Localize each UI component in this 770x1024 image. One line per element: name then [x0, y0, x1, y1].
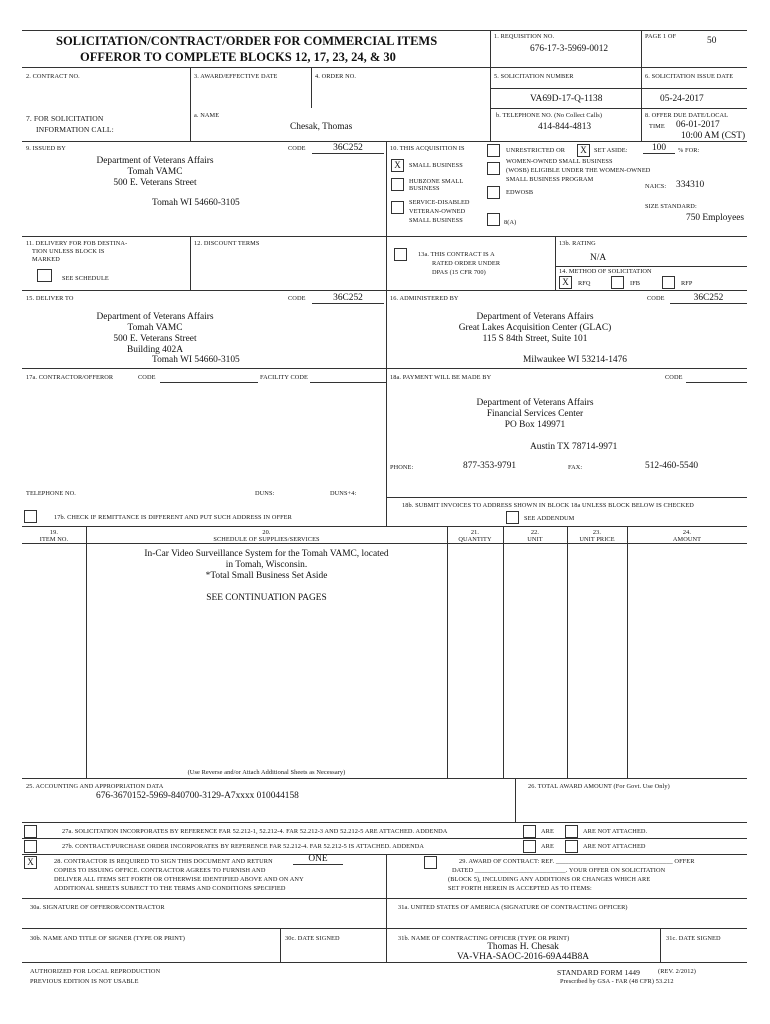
administered-by-line-3: 115 S 84th Street, Suite 101	[482, 334, 588, 344]
28-checkbox[interactable]: X	[24, 856, 37, 869]
addendum-checkbox[interactable]	[506, 511, 519, 524]
issued-by-label: 9. ISSUED BY	[26, 145, 66, 152]
offeror-signature-label: 30a. SIGNATURE OF OFFEROR/CONTRACTOR	[30, 904, 165, 911]
standard-form: STANDARD FORM 1449	[557, 968, 641, 977]
co-date-signed-label: 31c. DATE SIGNED	[666, 935, 721, 942]
administered-by-label: 16. ADMINISTERED BY	[390, 295, 459, 302]
name-label: a. NAME	[194, 112, 220, 119]
page-label: PAGE 1 OF	[645, 33, 677, 40]
deliver-to-line-2: Tomah VAMC	[127, 323, 183, 333]
fob-label: 11. DELIVERY FOR FOB DESTINA-	[26, 240, 128, 247]
deliver-to-code[interactable]: 36C252	[312, 293, 384, 304]
unrestricted-label: UNRESTRICTED OR	[506, 147, 566, 154]
fax-label: FAX:	[568, 464, 583, 471]
payment-code-label: CODE	[665, 374, 683, 381]
27a-arenot-checkbox[interactable]	[565, 825, 578, 838]
27b-arenot-checkbox[interactable]	[565, 840, 578, 853]
deliver-to-label: 15. DELIVER TO	[26, 295, 74, 302]
rfp-label: RFP	[681, 280, 693, 287]
discount-terms-label: 12. DISCOUNT TERMS	[194, 240, 260, 247]
solicitation-number-label: 5. SOLICITATION NUMBER	[494, 73, 574, 80]
facility-code-label: FACILITY CODE	[260, 374, 308, 381]
28-label-4: ADDITIONAL SHEETS SUBJECT TO THE TERMS AND CONDITIONS SPECIFIED	[54, 885, 286, 892]
solicitation-info-label-2: INFORMATION CALL:	[36, 125, 114, 134]
remittance-label: 17b. CHECK IF REMITTANCE IS DIFFERENT AND PUT SUCH ADDRESS IN OFFER	[54, 514, 292, 521]
payment-label: 18a. PAYMENT WILL BE MADE BY	[390, 374, 492, 381]
rated-order-label-3: DPAS (15 CFR 700)	[432, 269, 486, 276]
ifb-label: IFB	[630, 280, 641, 287]
telephone-label: b. TELEPHONE NO. (No Collect Calls)	[496, 112, 603, 119]
small-business-checkbox[interactable]: X	[391, 159, 404, 172]
method-label: 14. METHOD OF SOLICITATION	[559, 268, 652, 275]
sdvosb-checkbox[interactable]	[391, 201, 404, 214]
rfp-checkbox[interactable]	[662, 276, 675, 289]
deliver-to-line-1: Department of Veterans Affairs	[96, 312, 214, 322]
set-aside-checkbox[interactable]: X	[577, 144, 590, 157]
offer-due-time[interactable]: 10:00 AM (CST)	[681, 131, 746, 141]
contact-name[interactable]: Chesak, Thomas	[290, 122, 353, 132]
size-standard[interactable]: 750 Employees	[686, 213, 745, 223]
continuation-note: SEE CONTINUATION PAGES	[206, 593, 327, 603]
requisition-number[interactable]: 676-17-3-5969-0012	[530, 44, 609, 54]
duns-label: DUNS:	[255, 490, 275, 497]
issued-by-line-1: Department of Veterans Affairs	[96, 156, 214, 166]
footer-authorized: AUTHORIZED FOR LOCAL REPRODUCTION	[30, 968, 161, 975]
contractor-label: 17a. CONTRACTOR/OFFEROR	[26, 374, 114, 381]
rated-order-checkbox[interactable]	[394, 248, 407, 261]
offer-due-date[interactable]: 06-01-2017	[676, 120, 720, 130]
27b-label: 27b. CONTRACT/PURCHASE ORDER INCORPORATES BY REFERENCE FAR 52.212-4. FAR 52.212-5 IS ATTACHED. ADDENDA	[62, 843, 425, 850]
phone-label: PHONE:	[390, 464, 414, 471]
unrestricted-checkbox[interactable]	[487, 144, 500, 157]
hubzone-checkbox[interactable]	[391, 178, 404, 191]
solicitation-info-label: 7. FOR SOLICITATION	[26, 114, 104, 123]
issued-by-line-3: 500 E. Veterans Street	[113, 178, 197, 188]
submit-invoices-label: 18b. SUBMIT INVOICES TO ADDRESS SHOWN IN BLOCK 18a UNLESS BLOCK BELOW IS CHECKED	[402, 502, 694, 509]
issued-by-code-label: CODE	[288, 145, 306, 152]
small-business-label: SMALL BUSINESS	[409, 162, 463, 169]
27a-are-checkbox[interactable]	[523, 825, 536, 838]
29-label-4: SET FORTH HEREIN IS ACCEPTED AS TO ITEMS:	[448, 885, 592, 892]
schedule-line-3: *Total Small Business Set Aside	[205, 571, 328, 581]
8a-label: 8(A)	[504, 219, 517, 226]
administered-by-line-1: Department of Veterans Affairs	[476, 312, 594, 322]
wosb-label-3: SMALL BUSINESS PROGRAM	[506, 176, 594, 183]
8a-checkbox[interactable]	[487, 213, 500, 226]
set-aside-percent[interactable]: 100	[643, 143, 675, 154]
issued-by-line-4: Tomah WI 54660-3105	[152, 198, 240, 208]
wosb-label: WOMEN-OWNED SMALL BUSINESS	[506, 158, 613, 165]
29-checkbox[interactable]	[424, 856, 437, 869]
form-subtitle: OFFEROR TO COMPLETE BLOCKS 12, 17, 23, 24, & 30	[80, 50, 396, 64]
schedule-line-1: In-Car Video Surveillance System for the Tomah VAMC, located	[144, 549, 389, 559]
acquisition-label: 10. THIS ACQUISITION IS	[390, 145, 465, 152]
size-standard-label: SIZE STANDARD:	[645, 203, 697, 210]
29-label: 29. AWARD OF CONTRACT: REF. ____________________________________ OFFER	[459, 858, 695, 865]
col-quantity: 21. QUANTITY	[458, 529, 492, 543]
27a-label: 27a. SOLICITATION INCORPORATES BY REFERENCE FAR 52.212-1, 52.212-4. FAR 52.212-3 AND 52.212-5 ARE ATTACHED. ADDENDA	[62, 828, 448, 835]
payment-line-4: Austin TX 78714-9971	[530, 442, 618, 452]
wosb-checkbox[interactable]	[487, 162, 500, 175]
payment-line-3: PO Box 149971	[504, 420, 566, 430]
form-title: SOLICITATION/CONTRACT/ORDER FOR COMMERCIAL ITEMS	[56, 34, 438, 48]
remittance-checkbox[interactable]	[24, 510, 37, 523]
rated-order-label-2: RATED ORDER UNDER	[432, 260, 501, 267]
schedule-line-2: in Tomah, Wisconsin.	[225, 560, 308, 570]
28-label-3: DELIVER ALL ITEMS SET FORTH OR OTHERWISE IDENTIFIED ABOVE AND ON ANY	[54, 876, 304, 883]
accounting-data[interactable]: 676-3670152-5969-840700-3129-A7xxxx 010044158	[96, 791, 299, 801]
col-unit-price: 23. UNIT PRICE	[579, 529, 615, 543]
reverse-note: (Use Reverse and/or Attach Additional Sheets as Necessary)	[187, 769, 346, 776]
rating-value[interactable]: N/A	[590, 253, 607, 263]
rfq-checkbox[interactable]: X	[559, 276, 572, 289]
see-schedule-label: SEE SCHEDULE	[62, 275, 109, 282]
administered-by-line-2: Great Lakes Acquisition Center (GLAC)	[458, 323, 612, 333]
payment-line-1: Department of Veterans Affairs	[476, 398, 594, 408]
deliver-to-line-4: Building 402A	[127, 345, 183, 355]
sdvosb-label: SERVICE-DISABLED	[409, 199, 470, 206]
percent-for-label: % FOR:	[678, 147, 700, 154]
hubzone-label: HUBZONE SMALL	[409, 178, 464, 185]
contracting-officer-name[interactable]: Thomas H. Chesak	[487, 942, 559, 952]
27a-arenot-label: ARE NOT ATTACHED.	[583, 828, 648, 835]
28-copies[interactable]: ONE	[293, 854, 343, 865]
edwosb-checkbox[interactable]	[487, 186, 500, 199]
time-label: TIME	[649, 123, 665, 130]
28-label-2: COPIES TO ISSUING OFFICE. CONTRACTOR AGREES TO FURNISH AND	[54, 867, 266, 874]
rating-label: 13b. RATING	[559, 240, 596, 247]
ifb-checkbox[interactable]	[611, 276, 624, 289]
29-label-3: (BLOCK 5), INCLUDING ANY ADDITIONS OR CHANGES WHICH ARE	[448, 876, 651, 883]
telephone-no-label: TELEPHONE NO.	[26, 490, 76, 497]
fob-label-3: MARKED	[32, 256, 60, 263]
award-date-label: 3. AWARD/EFFECTIVE DATE	[194, 73, 278, 80]
administered-by-line-4: Milwaukee WI 53214-1476	[523, 355, 627, 365]
col-item-no: 19. ITEM NO.	[39, 529, 69, 543]
27a-checkbox[interactable]	[24, 825, 37, 838]
rfq-label: RFQ	[578, 280, 591, 287]
duns4-label: DUNS+4:	[330, 490, 357, 497]
27b-are-label: ARE	[541, 843, 554, 850]
contractor-code-label: CODE	[138, 374, 156, 381]
sdvosb-label-3: SMALL BUSINESS	[409, 217, 463, 224]
edwosb-label: EDWOSB	[506, 189, 534, 196]
sdvosb-label-2: VETERAN-OWNED	[409, 208, 466, 215]
issue-date-label: 6. SOLICITATION ISSUE DATE	[645, 73, 734, 80]
set-aside-label: SET ASIDE:	[594, 147, 628, 154]
signer-name-label: 30b. NAME AND TITLE OF SIGNER (TYPE OR PRINT)	[30, 935, 185, 942]
hubzone-label-2: BUSINESS	[409, 185, 440, 192]
deliver-to-line-5: Tomah WI 54660-3105	[152, 355, 240, 365]
order-no-label: 4. ORDER NO.	[315, 73, 357, 80]
payment-line-2: Financial Services Center	[486, 409, 584, 419]
contact-phone[interactable]: 414-844-4813	[538, 122, 592, 132]
contract-no-label: 2. CONTRACT NO.	[26, 73, 80, 80]
contracting-officer-label: 31b. NAME OF CONTRACTING OFFICER (TYPE OR PRINT)	[398, 935, 570, 942]
addendum-label: SEE ADDENDUM	[524, 515, 575, 522]
page-total: 50	[707, 36, 717, 46]
offer-due-label: 8. OFFER DUE DATE/LOCAL	[645, 112, 729, 119]
requisition-label: 1. REQUISITION NO.	[494, 33, 555, 40]
issued-by-code[interactable]: 36C252	[312, 143, 384, 154]
footer-previous-edition: PREVIOUS EDITION IS NOT USABLE	[30, 978, 139, 985]
rated-order-label: 13a. THIS CONTRACT IS A	[418, 251, 495, 258]
27b-checkbox[interactable]	[24, 840, 37, 853]
fob-label-2: TION UNLESS BLOCK IS	[32, 248, 105, 255]
administered-by-code-label: CODE	[647, 295, 665, 302]
deliver-to-code-label: CODE	[288, 295, 306, 302]
deliver-to-line-3: 500 E. Veterans Street	[113, 334, 197, 344]
naics-code[interactable]: 334310	[676, 180, 705, 190]
29-label-2: DATED ____________________________. YOUR OFFER ON SOLICITATION	[452, 867, 666, 874]
solicitation-number[interactable]: VA69D-17-Q-1138	[530, 94, 603, 104]
naics-label: NAICS:	[645, 183, 667, 190]
issued-by-line-2: Tomah VAMC	[127, 167, 183, 177]
contracting-officer-id: VA-VHA-SAOC-2016-69A44B8A	[456, 952, 590, 962]
28-label: 28. CONTRACTOR IS REQUIRED TO SIGN THIS DOCUMENT AND RETURN	[54, 858, 273, 865]
prescribed-by: Prescribed by GSA - FAR (48 CFR) 53.212	[560, 978, 674, 985]
date-signed-label: 30c. DATE SIGNED	[285, 935, 340, 942]
see-schedule-checkbox[interactable]	[37, 269, 52, 282]
col-unit: 22. UNIT	[527, 529, 543, 543]
wosb-label-2: (WOSB) ELIGIBLE UNDER THE WOMEN-OWNED	[506, 167, 651, 174]
total-award-label: 26. TOTAL AWARD AMOUNT (For Govt. Use Only)	[528, 783, 670, 790]
form-revision: (REV. 2/2012)	[658, 968, 696, 975]
payment-phone[interactable]: 877-353-9791	[463, 461, 517, 471]
27b-arenot-label: ARE NOT ATTACHED	[583, 843, 646, 850]
27b-are-checkbox[interactable]	[523, 840, 536, 853]
administered-by-code[interactable]: 36C252	[670, 293, 747, 304]
27a-are-label: ARE	[541, 828, 554, 835]
issue-date[interactable]: 05-24-2017	[660, 94, 704, 104]
payment-fax[interactable]: 512-460-5540	[645, 461, 699, 471]
us-signature-label: 31a. UNITED STATES OF AMERICA (SIGNATURE OF CONTRACTING OFFICER)	[398, 904, 628, 911]
col-amount: 24. AMOUNT	[672, 529, 702, 543]
col-schedule: 20. SCHEDULE OF SUPPLIES/SERVICES	[213, 529, 320, 543]
accounting-label: 25. ACCOUNTING AND APPROPRIATION DATA	[26, 783, 164, 790]
